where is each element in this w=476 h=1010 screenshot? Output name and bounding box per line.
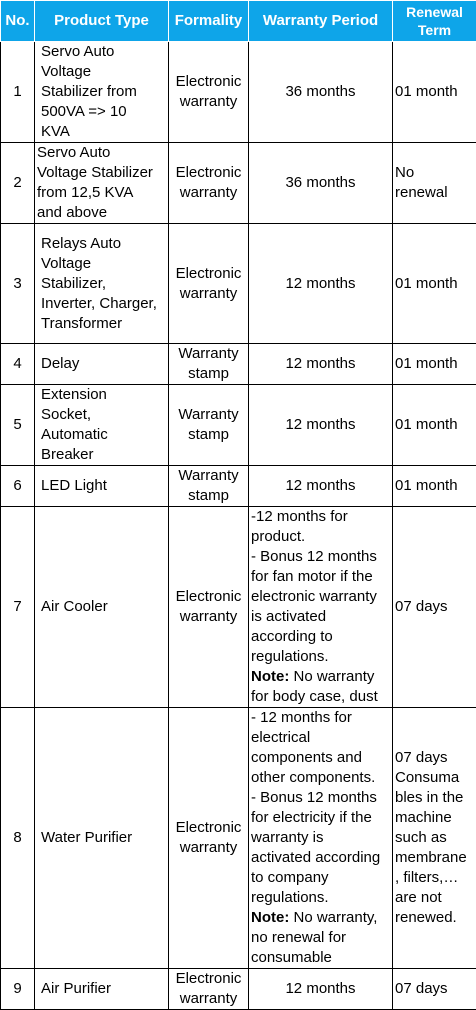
warranty-period-line: for electricity if the: [251, 808, 390, 828]
renewal-term-line: are not: [395, 888, 474, 908]
warranty-note-line: [251, 687, 390, 707]
warranty-period-line: activated according: [251, 848, 390, 868]
table-row: [1, 708, 476, 969]
formality-line: Warranty: [171, 344, 246, 364]
formality-line: stamp: [171, 425, 246, 445]
formality-line: warranty: [171, 284, 246, 304]
warranty-period-line: 12 months: [251, 415, 390, 435]
product-type-line: Servo Auto: [41, 42, 166, 62]
header-renewal-term: Renewal Term: [393, 1, 476, 42]
warranty-period-line: -12 months for: [251, 507, 390, 527]
cell-formality: [169, 344, 249, 385]
product-type-line: Voltage: [41, 62, 166, 82]
cell-warranty-period: [249, 143, 393, 224]
product-type-line: Water Purifier: [41, 828, 166, 848]
warranty-period-line: other components.: [251, 768, 390, 788]
product-type-line: Servo Auto: [37, 143, 166, 163]
warranty-period-line: according to: [251, 627, 390, 647]
header-product-type: Product Type: [35, 1, 169, 42]
renewal-term-line: 01 month: [395, 354, 474, 374]
renewal-term-line: No: [395, 163, 474, 183]
product-type-line: Air Purifier: [41, 979, 166, 999]
warranty-period-line: for fan motor if the: [251, 567, 390, 587]
product-type-line: Extension: [41, 385, 166, 405]
product-type-line: Socket,: [41, 405, 166, 425]
cell-formality: [169, 708, 249, 969]
table-row: [1, 143, 476, 224]
cell-renewal-term: [393, 708, 476, 969]
header-formality: Formality: [169, 1, 249, 42]
warranty-period-line: - Bonus 12 months: [251, 547, 390, 567]
formality-line: warranty: [171, 989, 246, 1009]
table-row: [1, 224, 476, 344]
formality-line: warranty: [171, 183, 246, 203]
cell-warranty-period: [249, 466, 393, 507]
cell-formality: [169, 969, 249, 1010]
note-text: No warranty: [289, 668, 374, 685]
cell-warranty-period: [249, 969, 393, 1010]
cell-no: 9: [1, 969, 35, 1010]
cell-no: 1: [1, 42, 35, 143]
cell-product-type: [35, 708, 169, 969]
header-warranty-period: Warranty Period: [249, 1, 393, 42]
formality-line: Electronic: [171, 163, 246, 183]
renewal-term-line: such as: [395, 828, 474, 848]
product-type-line: Transformer: [41, 314, 166, 334]
cell-renewal-term: [393, 507, 476, 708]
cell-warranty-period: [249, 42, 393, 143]
renewal-term-line: 01 month: [395, 476, 474, 496]
table-row: [1, 344, 476, 385]
cell-product-type: [35, 224, 169, 344]
note-label: Note:: [251, 668, 289, 685]
cell-product-type: [35, 507, 169, 708]
warranty-note-line: [251, 667, 390, 687]
renewal-term-line: 07 days: [395, 748, 474, 768]
product-type-line: Voltage Stabilizer: [37, 163, 166, 183]
product-type-line: Stabilizer from: [41, 82, 166, 102]
table-row: [1, 385, 476, 466]
cell-product-type: [35, 42, 169, 143]
formality-line: stamp: [171, 364, 246, 384]
product-type-line: Delay: [41, 354, 166, 374]
renewal-term-line: 07 days: [395, 597, 474, 617]
warranty-period-line: components and: [251, 748, 390, 768]
cell-no: 4: [1, 344, 35, 385]
cell-no: 8: [1, 708, 35, 969]
product-type-line: Stabilizer,: [41, 274, 166, 294]
renewal-term-line: renewed.: [395, 908, 474, 928]
cell-warranty-period: [249, 224, 393, 344]
note-label: Note:: [251, 909, 289, 926]
warranty-period-line: product.: [251, 527, 390, 547]
cell-warranty-period: [249, 708, 393, 969]
cell-renewal-term: [393, 466, 476, 507]
renewal-term-line: Consuma: [395, 768, 474, 788]
cell-product-type: [35, 143, 169, 224]
cell-formality: [169, 466, 249, 507]
product-type-line: Air Cooler: [41, 597, 166, 617]
product-type-line: Automatic: [41, 425, 166, 445]
warranty-note-line: [251, 908, 390, 928]
warranty-period-line: warranty is: [251, 828, 390, 848]
warranty-period-line: 36 months: [251, 173, 390, 193]
cell-no: 5: [1, 385, 35, 466]
cell-product-type: [35, 344, 169, 385]
renewal-term-line: 07 days: [395, 979, 474, 999]
cell-warranty-period: [249, 344, 393, 385]
cell-product-type: [35, 466, 169, 507]
warranty-period-line: 12 months: [251, 274, 390, 294]
warranty-period-line: 36 months: [251, 82, 390, 102]
warranty-period-line: 12 months: [251, 354, 390, 374]
product-type-line: LED Light: [41, 476, 166, 496]
cell-product-type: [35, 385, 169, 466]
cell-renewal-term: [393, 224, 476, 344]
product-type-line: and above: [37, 203, 166, 223]
warranty-period-line: - Bonus 12 months: [251, 788, 390, 808]
cell-formality: [169, 385, 249, 466]
formality-line: Electronic: [171, 969, 246, 989]
product-type-line: Voltage: [41, 254, 166, 274]
renewal-term-line: 01 month: [395, 415, 474, 435]
formality-line: Electronic: [171, 587, 246, 607]
warranty-period-line: to company: [251, 868, 390, 888]
product-type-line: Inverter, Charger,: [41, 294, 166, 314]
product-type-line: Relays Auto: [41, 234, 166, 254]
note-text: no renewal for: [251, 929, 346, 946]
formality-line: warranty: [171, 607, 246, 627]
formality-line: Electronic: [171, 818, 246, 838]
table-row: [1, 507, 476, 708]
cell-formality: [169, 507, 249, 708]
cell-renewal-term: [393, 385, 476, 466]
cell-renewal-term: [393, 969, 476, 1010]
warranty-period-line: is activated: [251, 607, 390, 627]
renewal-term-line: renewal: [395, 183, 474, 203]
cell-formality: [169, 224, 249, 344]
renewal-term-line: bles in the: [395, 788, 474, 808]
cell-no: 7: [1, 507, 35, 708]
formality-line: warranty: [171, 838, 246, 858]
note-text: consumable: [251, 949, 332, 966]
renewal-term-line: membrane: [395, 848, 474, 868]
table-row: [1, 42, 476, 143]
formality-line: stamp: [171, 486, 246, 506]
cell-formality: [169, 42, 249, 143]
header-no: No.: [1, 1, 35, 42]
cell-renewal-term: [393, 42, 476, 143]
formality-line: Electronic: [171, 264, 246, 284]
table-row: [1, 466, 476, 507]
cell-renewal-term: [393, 344, 476, 385]
product-type-line: from 12,5 KVA: [37, 183, 166, 203]
warranty-period-line: 12 months: [251, 476, 390, 496]
renewal-term-line: , filters,…: [395, 868, 474, 888]
note-text: for body case, dust: [251, 688, 378, 705]
renewal-term-line: 01 month: [395, 82, 474, 102]
formality-line: Warranty: [171, 405, 246, 425]
renewal-term-line: 01 month: [395, 274, 474, 294]
cell-no: 6: [1, 466, 35, 507]
formality-line: Warranty: [171, 466, 246, 486]
cell-formality: [169, 143, 249, 224]
warranty-period-line: - 12 months for: [251, 708, 390, 728]
warranty-period-line: electrical: [251, 728, 390, 748]
warranty-period-line: 12 months: [251, 979, 390, 999]
formality-line: warranty: [171, 92, 246, 112]
warranty-note-line: [251, 948, 390, 968]
warranty-period-line: regulations.: [251, 647, 390, 667]
warranty-period-line: regulations.: [251, 888, 390, 908]
cell-no: 3: [1, 224, 35, 344]
cell-renewal-term: [393, 143, 476, 224]
cell-product-type: [35, 969, 169, 1010]
warranty-note-line: [251, 928, 390, 948]
product-type-line: 500VA => 10: [41, 102, 166, 122]
formality-line: Electronic: [171, 72, 246, 92]
renewal-term-line: machine: [395, 808, 474, 828]
cell-no: 2: [1, 143, 35, 224]
warranty-period-line: electronic warranty: [251, 587, 390, 607]
product-type-line: Breaker: [41, 445, 166, 465]
product-type-line: KVA: [41, 122, 166, 142]
table-row: [1, 969, 476, 1010]
note-text: No warranty,: [289, 909, 377, 926]
header-row: [1, 1, 476, 42]
cell-warranty-period: [249, 507, 393, 708]
cell-warranty-period: [249, 385, 393, 466]
